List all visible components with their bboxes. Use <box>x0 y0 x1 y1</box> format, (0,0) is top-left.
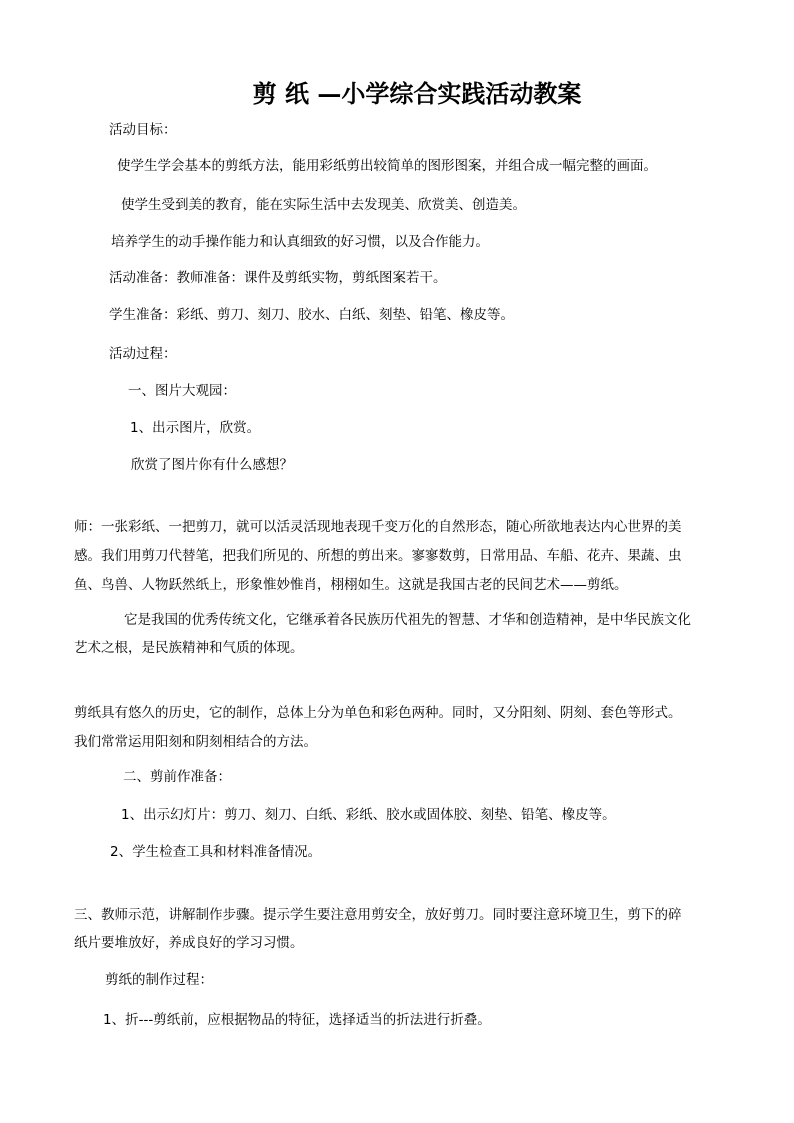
process-heading: 剪纸的制作过程： <box>105 972 213 988</box>
process-step-fold: 1、折---剪纸前，应根据物品的特征，选择适当的折法进行折叠。 <box>103 1012 491 1028</box>
teacher-paragraph-line-3: 鱼、鸟兽、人物跃然纸上，形象惟妙惟肖，栩栩如生。这就是我国古老的民间艺术——剪纸。 <box>74 577 628 593</box>
section-heading-process: 活动过程： <box>109 346 177 362</box>
step-1-question: 欣赏了图片你有什么感想？ <box>131 457 293 473</box>
step-heading-1: 一、图片大观园： <box>128 383 236 399</box>
section-heading-goals: 活动目标： <box>109 122 177 138</box>
culture-paragraph-line-1: 它是我国的优秀传统文化，它继承着各民族历代祖先的智慧、才华和创造精神，是中华民族文化 <box>124 612 691 628</box>
goal-paragraph-1: 使学生学会基本的剪纸方法，能用彩纸剪出较简单的图形图案，并组合成一幅完整的画面。 <box>117 158 657 174</box>
document-title: 剪 纸 —小学综合实践活动教案 <box>252 79 582 108</box>
culture-paragraph-line-2: 艺术之根，是民族精神和气质的体现。 <box>74 640 304 656</box>
teacher-paragraph-line-2: 感。我们用剪刀代替笔，把我们所见的、所想的剪出来。寥寥数剪，日常用品、车船、花卉、果蔬、虫 <box>74 548 682 564</box>
step-1-item-1: 1、出示图片，欣赏。 <box>130 420 261 436</box>
goal-paragraph-3: 培养学生的动手操作能力和认真细致的好习惯，以及合作能力。 <box>111 234 489 250</box>
step-2-item-1: 1、出示幻灯片：剪刀、刻刀、白纸、彩纸、胶水或固体胶、刻垫、铅笔、橡皮等。 <box>121 807 616 823</box>
goal-paragraph-2: 使学生受到美的教育，能在实际生活中去发现美、欣赏美、创造美。 <box>121 197 526 213</box>
teacher-paragraph-line-1: 师：一张彩纸、一把剪刀，就可以活灵活现地表现千变万化的自然形态，随心所欲地表达内心世界的美 <box>74 519 682 535</box>
history-paragraph-line-2: 我们常常运用阳刻和阴刻相结合的方法。 <box>74 734 317 750</box>
history-paragraph-line-1: 剪纸具有悠久的历史，它的制作，总体上分为单色和彩色两种。同时，又分阳刻、阴刻、套色等形式。 <box>74 705 682 721</box>
demo-paragraph-line-1: 三、教师示范，讲解制作步骤。提示学生要注意用剪安全，放好剪刀。同时要注意环境卫生，剪下的碎 <box>74 907 682 923</box>
preparation-teacher: 活动准备：教师准备：课件及剪纸实物，剪纸图案若干。 <box>109 270 447 286</box>
step-heading-2: 二、剪前作准备： <box>123 769 231 785</box>
step-2-item-2: 2、学生检查工具和材料准备情况。 <box>110 844 322 860</box>
demo-paragraph-line-2: 纸片要堆放好，养成良好的学习习惯。 <box>74 935 304 951</box>
preparation-student: 学生准备：彩纸、剪刀、刻刀、胶水、白纸、刻垫、铅笔、橡皮等。 <box>109 307 514 323</box>
